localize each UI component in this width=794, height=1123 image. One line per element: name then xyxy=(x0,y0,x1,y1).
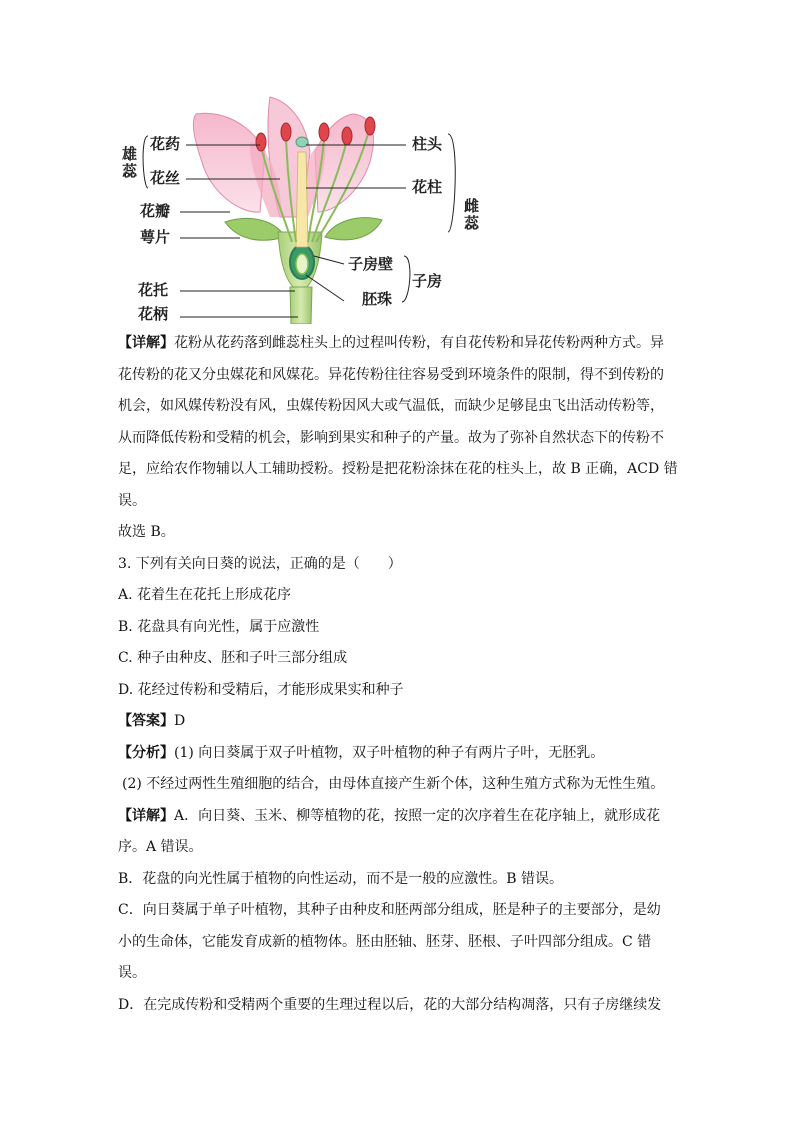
detail-1-line-3: 机会，如风媒传粉没有风，虫媒传粉因风大或气温低，而缺少足够昆虫飞出活动传粉等， xyxy=(118,398,664,414)
detail-1-line-5: 足，应给农作物辅以人工辅助授粉。授粉是把花粉涂抹在花的柱头上，故 B 正确，ACD 错 xyxy=(118,461,678,477)
detail-2-c-line-1: C．向日葵属于单子叶植物，其种子由种皮和胚两部分组成，胚是种子的主要部分，是幼 xyxy=(118,902,661,918)
option-d: D. 花经过传粉和受精后，才能形成果实和种子 xyxy=(118,681,404,698)
label-receptacle: 花托 xyxy=(138,281,169,299)
detail-2-d-line-1: D．在完成传粉和受精两个重要的生理过程以后，花的大部分结构凋落，只有子房继续发 xyxy=(118,996,662,1013)
detail-2-b: B．花盘的向光性属于植物的向性运动，而不是一般的应激性。B 错误。 xyxy=(118,870,564,887)
detail-2-c-line-2: 小的生命体，它能发育成新的植物体。胚由胚轴、胚芽、胚根、子叶四部分组成。C 错 xyxy=(118,933,652,950)
choice-line: 故选 B。 xyxy=(118,524,175,540)
label-filament: 花丝 xyxy=(150,169,181,187)
detail-2-c-line-3: 误。 xyxy=(118,965,146,981)
answer-line xyxy=(118,706,678,738)
label-anther: 花药 xyxy=(150,135,181,153)
option-a: A. 花着生在花托上形成花序 xyxy=(118,587,292,603)
detail-2-a-line-2: 序。A 错误。 xyxy=(118,839,203,855)
label-sepal: 萼片 xyxy=(140,228,171,246)
analysis-line-2: (2) 不经过两性生殖细胞的结合，由母体直接产生新个体，这种生殖方式称为无性生殖。 xyxy=(122,776,665,792)
label-style: 花柱 xyxy=(412,178,443,196)
detail-1-line-4: 从而降低传粉和受精的机会，影响到果实和种子的产量。故为了弥补自然状态下的传粉不 xyxy=(118,429,664,446)
detail-2-a-line-1: 【详解】A．向日葵、玉米、柳等植物的花，按照一定的次序着生在花序轴上，就形成花 xyxy=(118,807,661,824)
label-ovary-wall: 子房壁 xyxy=(348,255,394,273)
label-petal: 花瓣 xyxy=(140,202,171,220)
label-stamen: 雄蕊 xyxy=(122,145,138,180)
answer-value: D xyxy=(174,713,186,729)
label-ovule: 胚珠 xyxy=(362,290,393,308)
analysis-tag: 【分析】 xyxy=(118,744,174,761)
label-pedicel: 花柄 xyxy=(138,305,169,323)
label-stigma: 柱头 xyxy=(412,135,443,153)
detail-1-line-6: 误。 xyxy=(118,492,146,509)
label-pistil: 雌蕊 xyxy=(464,197,480,232)
detail-1-line-2: 花传粉的花又分虫媒花和风媒花。异花传粉往往容易受到环境条件的限制，得不到传粉的 xyxy=(118,366,664,383)
analysis-line-1: 【分析】(1) 向日葵属于双子叶植物，双子叶植物的种子有两片子叶，无胚乳。 xyxy=(118,744,605,761)
option-c: C. 种子由种皮、胚和子叶三部分组成 xyxy=(118,650,348,666)
answer-tag: 【答案】 xyxy=(118,713,174,729)
detail-tag: 【详解】 xyxy=(118,335,174,351)
label-ovary: 子房 xyxy=(412,272,443,290)
detail-2-tag: 【详解】 xyxy=(118,807,174,824)
document-body xyxy=(118,328,678,1021)
detail-1-line-1: 【详解】花粉从花药落到雌蕊柱头上的过程叫传粉，有自花传粉和异花传粉两种方式。异 xyxy=(118,335,664,351)
option-b: B. 花盘具有向光性，属于应激性 xyxy=(118,618,320,635)
question-3: 3. 下列有关向日葵的说法，正确的是（ ） xyxy=(118,555,402,572)
flower-structure-figure xyxy=(110,92,500,324)
